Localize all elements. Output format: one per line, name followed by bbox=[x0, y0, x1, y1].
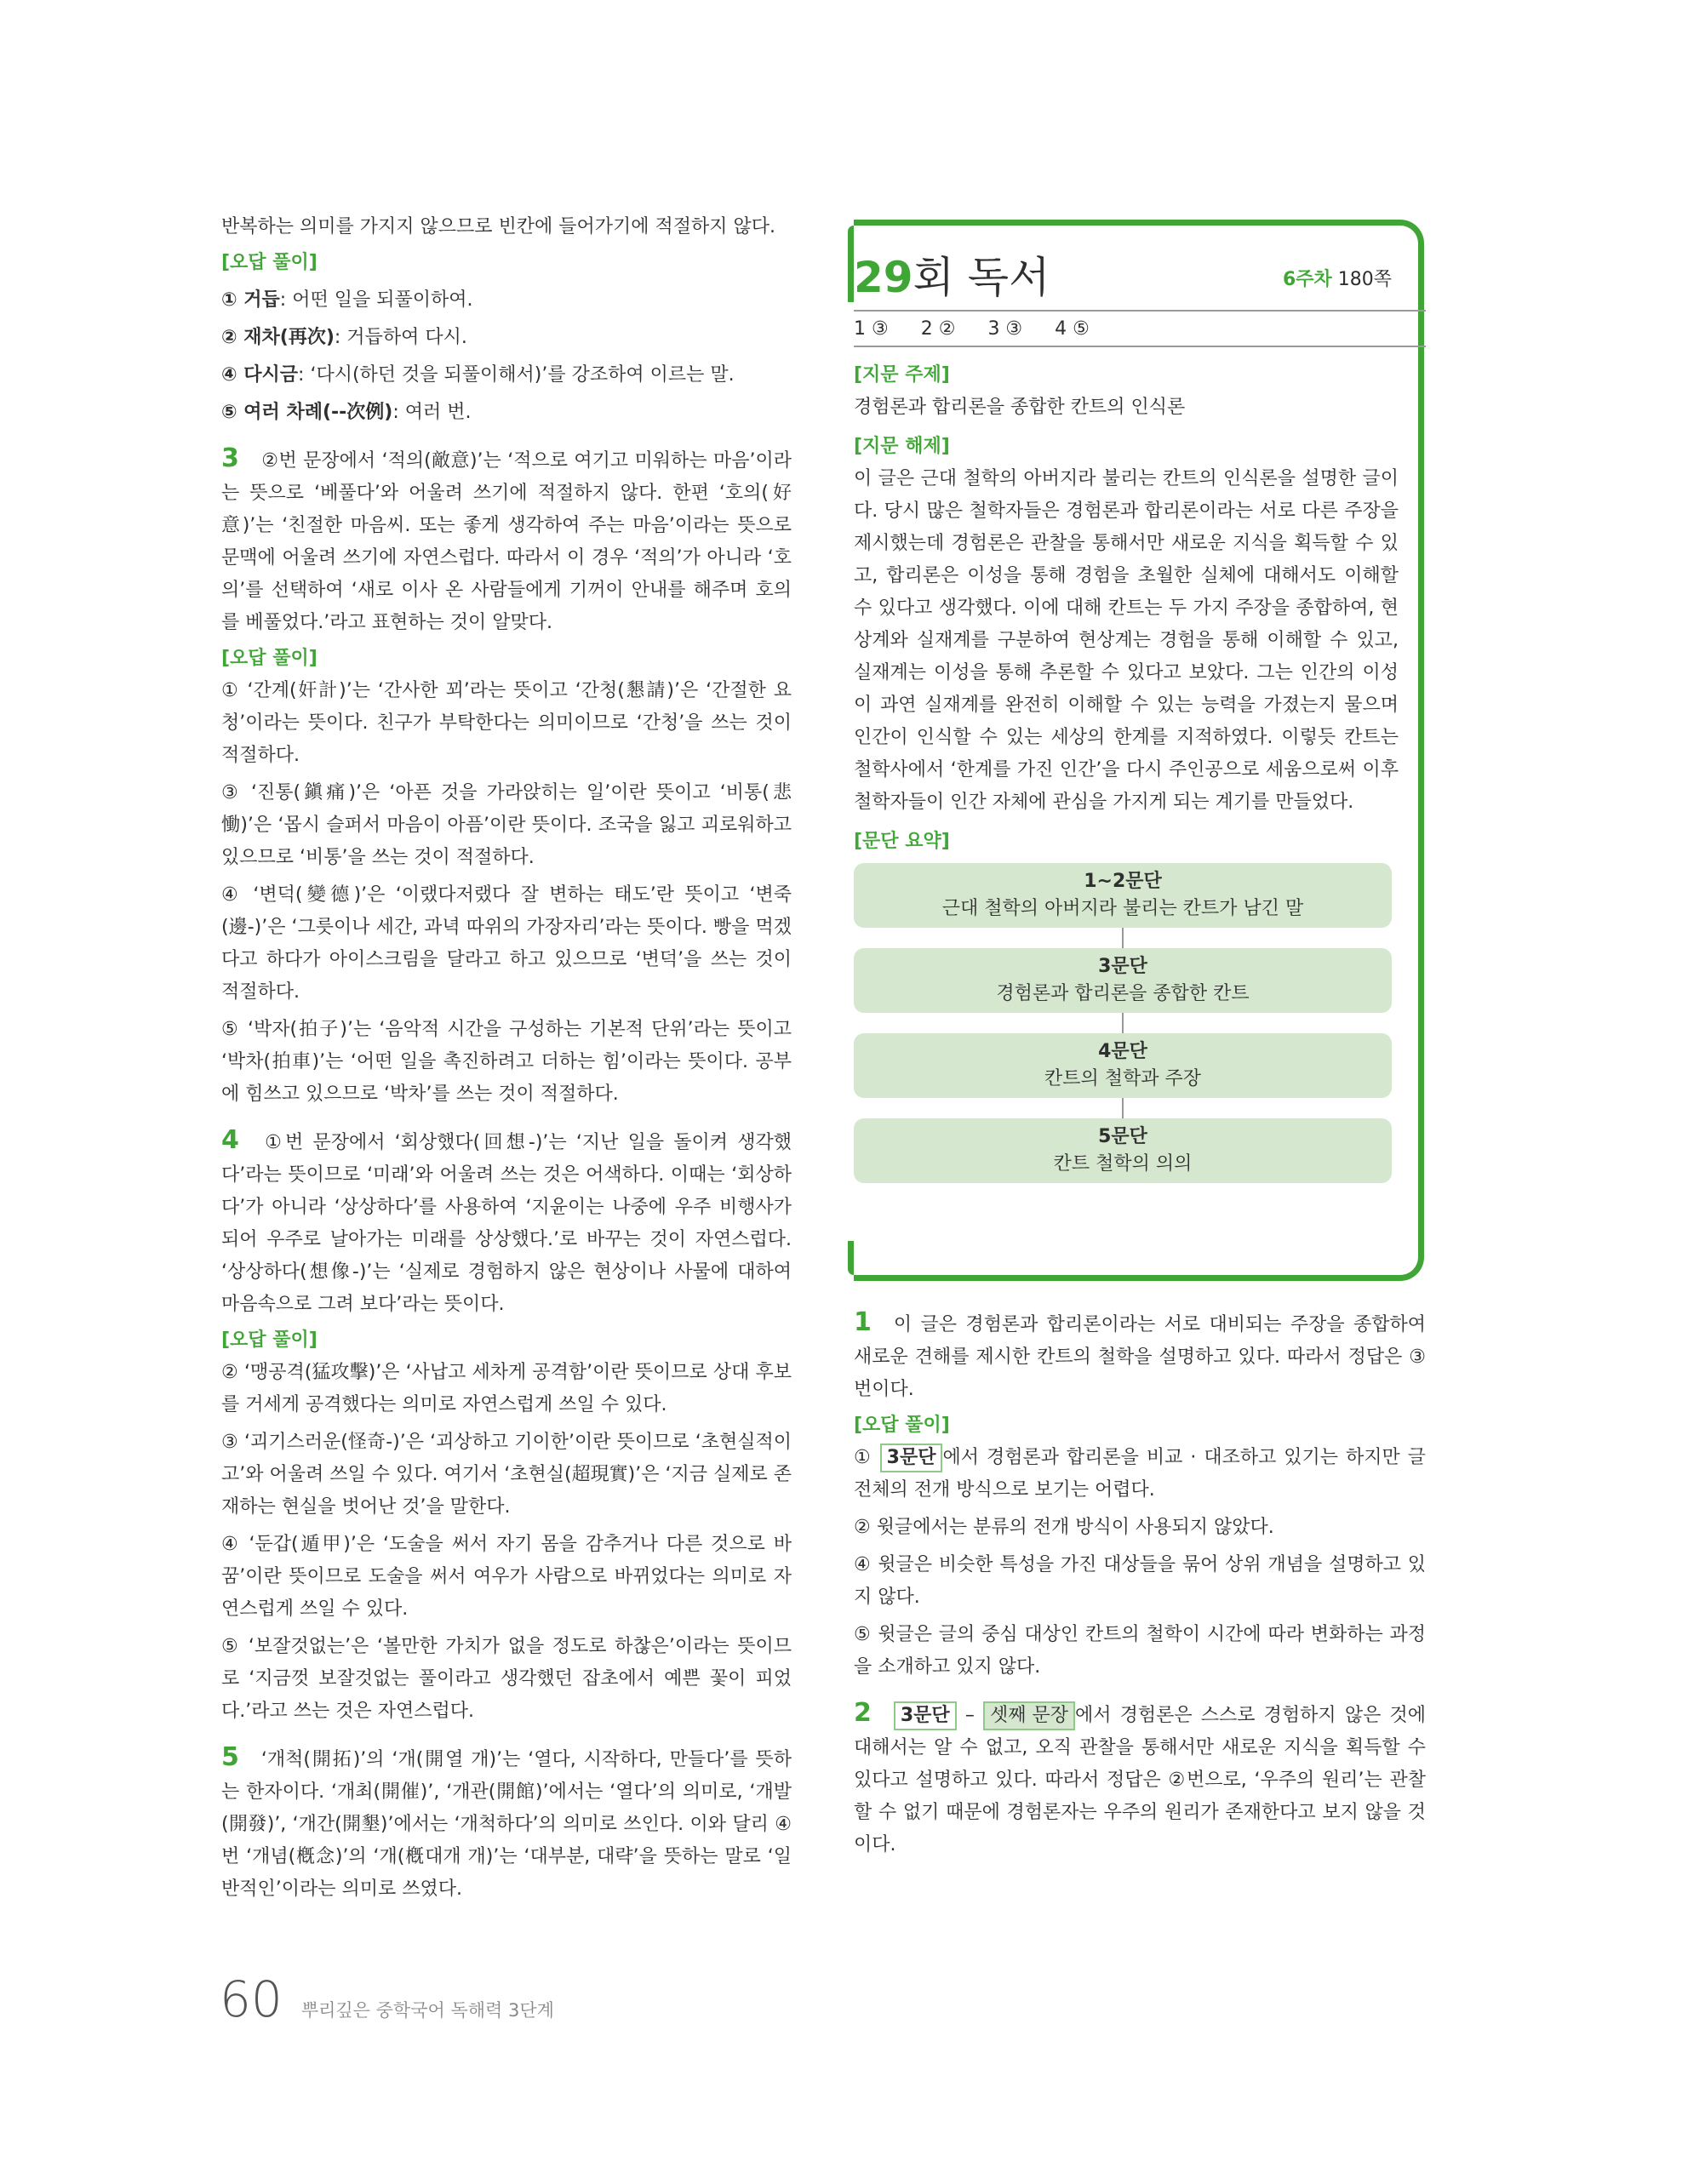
q1-item: ⑤ 윗글은 글의 중심 대상인 칸트의 철학이 시간에 따라 변화하는 과정을 소개하고 있지 않다. bbox=[854, 1624, 1426, 1678]
q2-item: ② 재차(再次): 거듭하여 다시. bbox=[221, 327, 467, 348]
sentence-tag: 셋째 문장 bbox=[983, 1701, 1075, 1730]
q1-paragraph: 1 이 글은 경험론과 합리론이라는 서로 대비되는 주장을 종합하여 새로운 견해를 제시한 칸트의 철학을 설명하고 있다. 따라서 정답은 ③번이다. bbox=[854, 1307, 1426, 1400]
left-column bbox=[221, 211, 792, 1906]
q4-wrong-label: [오답 풀이] bbox=[221, 1329, 318, 1351]
answer-row bbox=[854, 310, 1426, 347]
q3-item: ⑤ ‘박자(拍子)’는 ‘음악적 시간을 구성하는 기본적 단위’라는 뜻이고 ‘박차(拍車)’는 ‘어떤 일을 촉진하려고 더하는 힘’이라는 뜻이다. 공부에 힘쓰고 있으므로 ‘박차’를 쓰는 것이 적절하다. bbox=[221, 1019, 792, 1105]
book-title: 뿌리깊은 중학국어 독해력 3단계 bbox=[300, 2000, 554, 2021]
summary-card: 3문단 경험론과 합리론을 종합한 칸트 bbox=[854, 948, 1392, 1013]
answer: 1 ③ bbox=[854, 317, 889, 340]
summary-card: 4문단 칸트의 철학과 주장 bbox=[854, 1033, 1392, 1098]
q2-wrong-label: [오답 풀이] bbox=[221, 252, 318, 273]
q1-item: ④ 윗글은 비슷한 특성을 가진 대상들을 묶어 상위 개념을 설명하고 있지 않다. bbox=[854, 1554, 1426, 1608]
q3-paragraph: 3 ②번 문장에서 ‘적의(敵意)’는 ‘적으로 여기고 미워하는 마음’이라는 뜻으로 ‘베풀다’와 어울려 쓰기에 적절하지 않다. 한편 ‘호의(好意)’는 ‘친절한 마음씨. 또는 좋게 생각하여 주는 마음’이라는 뜻으로 문맥에 어울려 쓰기에 자연스럽다. 따라서 이 경우 ‘적의’가 아니라 ‘호의’를 선택하여 ‘새로 이사 온 사람들에게 기꺼이 안내를 해주며 호의를 베풀었다.’라고 표현하는 것이 알맞다. bbox=[221, 443, 792, 633]
q3-item: ③ ‘진통(鎭痛)’은 ‘아픈 것을 가라앉히는 일’이란 뜻이고 ‘비통(悲慟)’은 ‘몹시 슬퍼서 마음이 아픔’이란 뜻이다. 조국을 잃고 괴로워하고 있으므로 ‘비통’을 쓰는 것이 적절하다. bbox=[221, 782, 792, 868]
q3-wrong-label: [오답 풀이] bbox=[221, 648, 318, 669]
topic-text: 경험론과 합리론을 종합한 칸트의 인식론 bbox=[854, 397, 1186, 418]
explain-text: 이 글은 근대 철학의 아버지라 불리는 칸트의 인식론을 설명한 글이다. 당시 많은 철학자들은 경험론과 합리론이라는 서로 다른 주장을 제시했는데 경험론은 관찰을 통해서만 새로운 지식을 획득할 수 있고, 합리론은 이성을 통해 경험을 초월한 실체에 대해서도 이해할 수 있다고 생각했다. 이에 대해 칸트는 두 가지 주장을 종합하여, 현상계와 실재계를 구분하여 현상계는 경험을 통해 이해할 수 있고, 실재계는 이성을 통해 추론할 수 있다고 보았다. 그는 인간의 이성이 과연 실재계를 완전히 이해할 수 있는 능력을 가졌는지 물으며 인간이 인식할 수 있는 세상의 한계를 지적하였다. 이렇듯 칸트는 철학사에서 ‘한계를 가진 인간’을 다시 주인공으로 세움으로써 이후 철학자들이 인간 자체에 관심을 가지게 되는 계기를 만들었다. bbox=[854, 468, 1399, 813]
answer: 3 ③ bbox=[987, 317, 1023, 340]
page-number: 60 bbox=[220, 1970, 283, 2028]
topic-label: [지문 주제] bbox=[854, 364, 950, 386]
q5-paragraph: 5 ‘개척(開拓)’의 ‘개(開열 개)’는 ‘열다, 시작하다, 만들다’를 뜻하는 한자이다. ‘개최(開催)’, ‘개관(開館)’에서는 ‘열다’의 의미로, ‘개발(開發)’, ‘개간(開墾)’에서는 ‘개척하다’의 의미로 쓰인다. 이와 달리 ④번 ‘개념(槪念)’의 ‘개(槪대개 개)’는 ‘대부분, 대략’을 뜻하는 말로 ‘일반적인’이라는 의미로 쓰였다. bbox=[221, 1742, 792, 1900]
q3-item: ④ ‘변덕(變德)’은 ‘이랬다저랬다 잘 변하는 태도’란 뜻이고 ‘변죽(邊-)’은 ‘그릇이나 세간, 과녁 따위의 가장자리’라는 뜻이다. 빵을 먹겠다고 하다가 아이스크림을 달라고 하고 있으므로 ‘변덕’을 쓰는 것이 적절하다. bbox=[221, 884, 792, 1003]
paragraph-tag: 3문단 bbox=[880, 1444, 943, 1472]
summary-card: 5문단 칸트 철학의 의의 bbox=[854, 1118, 1392, 1183]
q2-item: ④ 다시금: ‘다시(하던 것을 되풀이해서)’를 강조하여 이르는 말. bbox=[221, 364, 735, 386]
q4-item: ② ‘맹공격(猛攻擊)’은 ‘사납고 세차게 공격함’이란 뜻이므로 상대 후보를 거세게 공격했다는 의미로 자연스럽게 쓰일 수 있다. bbox=[221, 1362, 792, 1415]
right-column bbox=[854, 1306, 1426, 1861]
lesson-title: 29회 독서 bbox=[854, 253, 1050, 302]
intro-text: 반복하는 의미를 가지지 않으므로 빈칸에 들어가기에 적절하지 않다. bbox=[221, 216, 776, 237]
page-footer bbox=[220, 1970, 554, 2028]
answer: 4 ⑤ bbox=[1055, 317, 1090, 340]
answer: 2 ② bbox=[920, 317, 956, 340]
page-reference: 6주차 180쪽 bbox=[1282, 269, 1392, 290]
q3-item: ① ‘간계(奸計)’는 ‘간사한 꾀’라는 뜻이고 ‘간청(懇請)’은 ‘간절한 요청’이라는 뜻이다. 친구가 부탁한다는 의미이므로 ‘간청’을 쓰는 것이 적절하다. bbox=[221, 680, 792, 766]
lesson-box-content bbox=[854, 247, 1426, 1183]
q1-wrong-label: [오답 풀이] bbox=[854, 1415, 950, 1436]
q4-item: ③ ‘괴기스러운(怪奇-)’은 ‘괴상하고 기이한’이란 뜻이므로 ‘초현실적이고’와 어울려 쓰일 수 있다. 여기서 ‘초현실(超現實)’은 ‘지금 실제로 존재하는 현실을 벗어난 것’을 말한다. bbox=[221, 1432, 792, 1518]
connector-line bbox=[1122, 1013, 1124, 1033]
lesson-header bbox=[854, 247, 1426, 301]
q2-item: ⑤ 여러 차례(--次例): 여러 번. bbox=[221, 402, 472, 423]
explain-label: [지문 해제] bbox=[854, 436, 950, 457]
connector-line bbox=[1122, 928, 1124, 948]
q4-item: ⑤ ‘보잘것없는’은 ‘볼만한 가치가 없을 정도로 하찮은’이라는 뜻이므로 ‘지금껏 보잘것없는 풀이라고 생각했던 잡초에서 예쁜 꽃이 피었다.’라고 쓰는 것은 자연스럽다. bbox=[221, 1636, 792, 1722]
q4-paragraph: 4 ①번 문장에서 ‘회상했다(回想-)’는 ‘지난 일을 돌이켜 생각했다’라는 뜻이므로 ‘미래’와 어울려 쓰는 것은 어색하다. 이때는 ‘회상하다’가 아니라 ‘상상하다’를 사용하여 ‘지윤이는 나중에 우주 비행사가 되어 우주로 날아가는 미래를 상상했다.’로 바꾸는 것이 자연스럽다. ‘상상하다(想像-)’는 ‘실제로 경험하지 않은 현상이나 사물에 대하여 마음속으로 그려 보다’라는 뜻이다. bbox=[221, 1125, 792, 1315]
q1-item: ① 3문단 에서 경험론과 합리론을 비교 · 대조하고 있기는 하지만 글 전체의 전개 방식으로 보기는 어렵다. bbox=[854, 1442, 1426, 1507]
summary-flow bbox=[854, 863, 1392, 1183]
summary-label: [문단 요약] bbox=[854, 831, 950, 852]
summary-card: 1~2문단 근대 철학의 아버지라 불리는 칸트가 남긴 말 bbox=[854, 863, 1392, 928]
paragraph-tag: 3문단 bbox=[894, 1701, 957, 1730]
q1-item: ② 윗글에서는 분류의 전개 방식이 사용되지 않았다. bbox=[854, 1517, 1274, 1538]
q2-item: ① 거듭: 어떤 일을 되풀이하여. bbox=[221, 289, 473, 311]
q4-item: ④ ‘둔갑(遁甲)’은 ‘도술을 써서 자기 몸을 감추거나 다른 것으로 바꿈’이란 뜻이므로 도술을 써서 여우가 사람으로 바뀌었다는 의미로 자연스럽게 쓰일 수 있다. bbox=[221, 1534, 792, 1620]
connector-line bbox=[1122, 1098, 1124, 1118]
q2-paragraph: 2 3문단 – 셋째 문장 에서 경험론은 스스로 경험하지 않은 것에 대해서는 알 수 없고, 오직 관찰을 통해서만 새로운 지식을 획득할 수 있다고 설명하고 있다. 따라서 정답은 ②번으로, ‘우주의 원리’는 관찰할 수 없기 때문에 경험론자는 우주의 원리가 존재한다고 보지 않을 것이다. bbox=[854, 1698, 1426, 1855]
